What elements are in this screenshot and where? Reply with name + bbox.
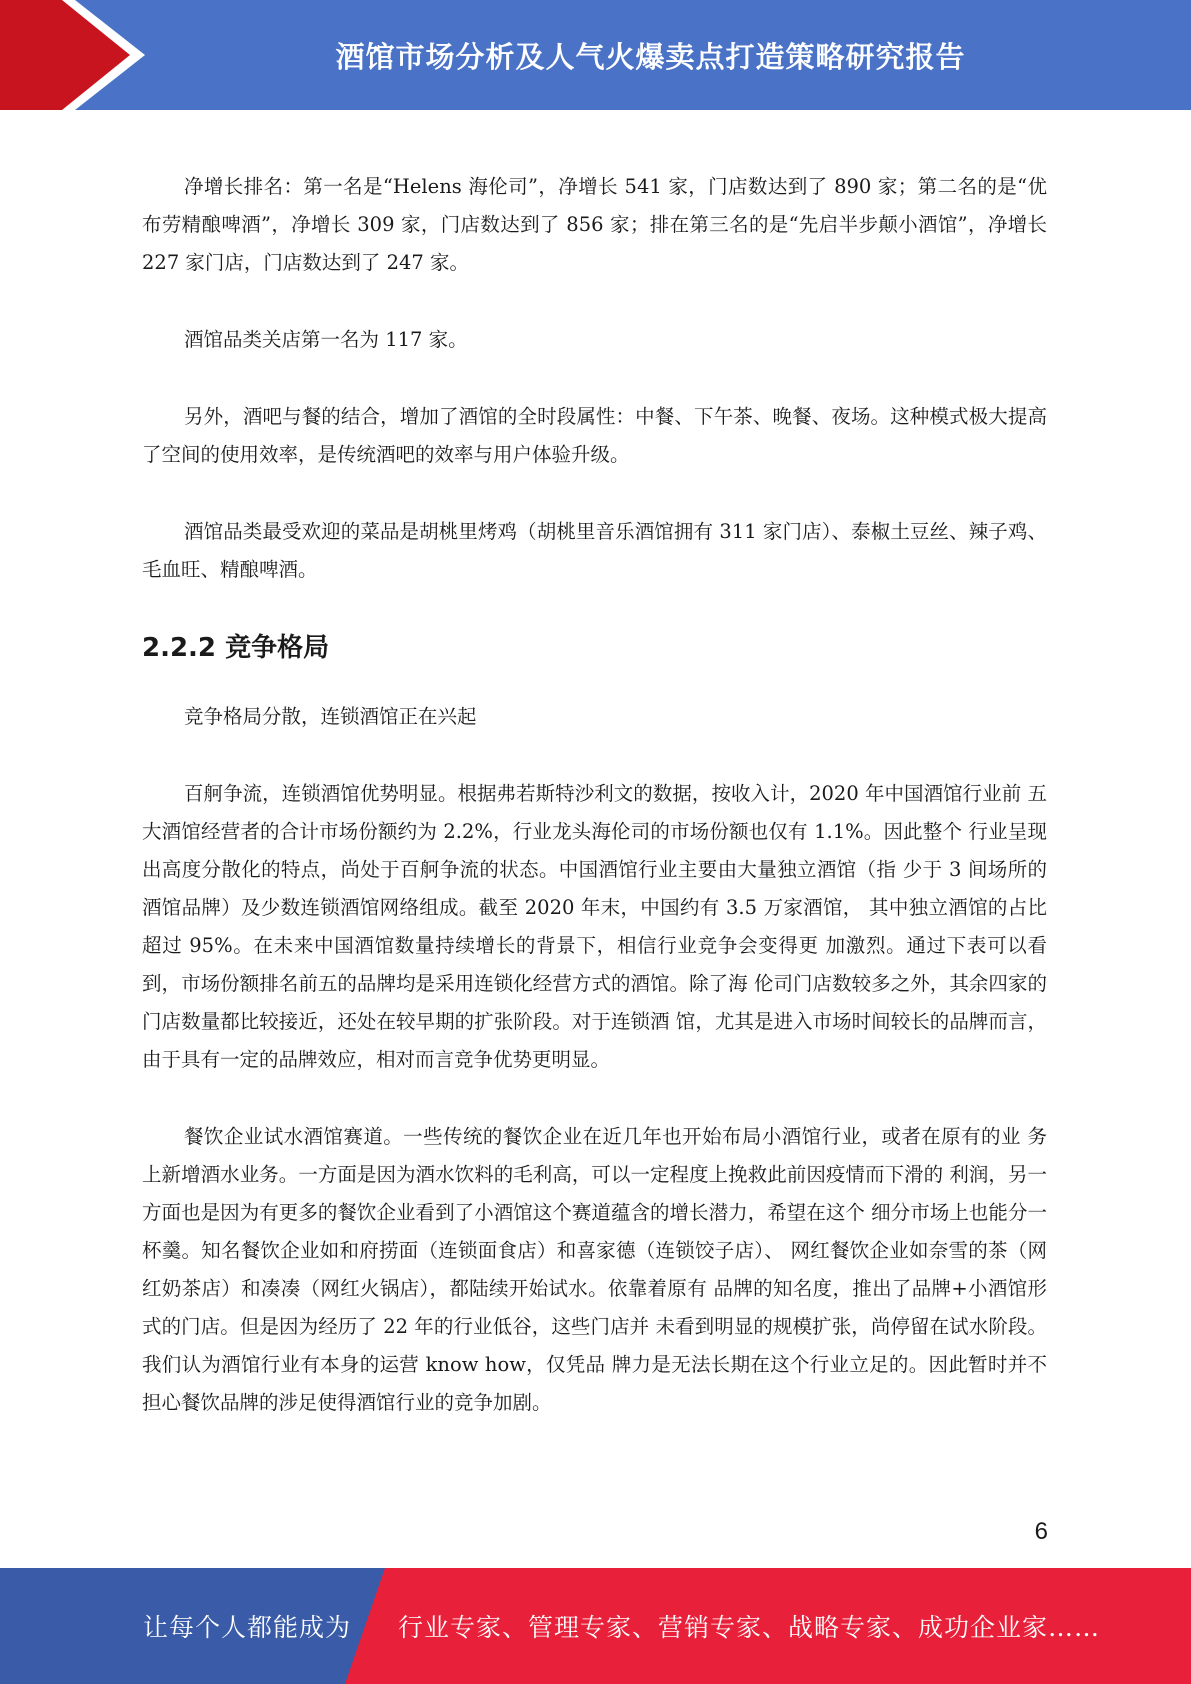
paragraph-all-day: 另外，酒吧与餐的结合，增加了酒馆的全时段属性：中餐、下午茶、晚餐、夜场。这种模式极大提高了空间的使用效率，是传统酒吧的效率与用户体验升级。 [142, 405, 1047, 466]
section-heading: 2.2.2 竞争格局 [142, 633, 330, 663]
page-number: 6 [1034, 1518, 1048, 1545]
footer-slogan: 让每个人都能成为 [143, 1613, 352, 1642]
page-header [0, 0, 1191, 110]
paragraph-closures: 酒馆品类关店第一名为 117 家。 [184, 328, 468, 351]
paragraph-restaurant-entry: 餐饮企业试水酒馆赛道。一些传统的餐饮企业在近几年也开始布局小酒馆行业，或者在原有的业 务上新增酒水业务。一方面是因为酒水饮料的毛利高，可以一定程度上挽救此前因疫情而下滑的 利润，另一方面也是因为有更多的餐饮企业看到了小酒馆这个赛道蕴含的增长潜力，希望在这个 细分市场上也能分一杯羹。知名餐饮企业如和府捞面（连锁面食店）和喜家德（连锁饺子店）、 网红餐饮企业如奈雪的茶（网红奶茶店）和凑凑（网红火锅店），都陆续开始试水。依靠着原有 品牌的知名度，推出了品牌+小酒馆形式的门店。但是因为经历了 22 年的行业低谷，这些门店并 未看到明显的规模扩张，尚停留在试水阶段。我们认为酒馆行业有本身的运营 know how，仅凭品 牌力是无法长期在这个行业立足的。因此暂时并不担心餐饮品牌的涉足使得酒馆行业的竞争加剧。 [142, 1125, 1047, 1414]
footer-expert-list: 行业专家、管理专家、营销专家、战略专家、成功企业家…… [398, 1613, 1101, 1642]
paragraph-subtitle: 竞争格局分散，连锁酒馆正在兴起 [184, 705, 477, 728]
paragraph-competition: 百舸争流，连锁酒馆优势明显。根据弗若斯特沙利文的数据，按收入计，2020 年中国酒馆行业前 五大酒馆经营者的合计市场份额约为 2.2%，行业龙头海伦司的市场份额也仅有 1.1%。因此整个 行业呈现出高度分散化的特点，尚处于百舸争流的状态。中国酒馆行业主要由大量独立酒馆（指 少于 3 间场所的酒馆品牌）及少数连锁酒馆网络组成。截至 2020 年末，中国约有 3.5 万家酒馆， 其中独立酒馆的占比超过 95%。在未来中国酒馆数量持续增长的背景下，相信行业竞争会变得更 加激烈。通过下表可以看到，市场份额排名前五的品牌均是采用连锁化经营方式的酒馆。除了海 伦司门店数较多之外，其余四家的门店数量都比较接近，还处在较早期的扩张阶段。对于连锁酒 馆，尤其是进入市场时间较长的品牌而言，由于具有一定的品牌效应，相对而言竞争优势更明显。 [142, 782, 1047, 1071]
header-arrow-icon [0, 0, 160, 110]
main-content [142, 168, 1047, 1461]
paragraph-popular-dishes: 酒馆品类最受欢迎的菜品是胡桃里烤鸡（胡桃里音乐酒馆拥有 311 家门店）、泰椒土豆丝、辣子鸡、毛血旺、精酿啤酒。 [142, 520, 1047, 581]
page-footer [0, 1568, 1191, 1684]
report-title: 酒馆市场分析及人气火爆卖点打造策略研究报告 [335, 39, 966, 74]
paragraph-net-growth: 净增长排名：第一名是“Helens 海伦司”，净增长 541 家，门店数达到了 890 家；第二名的是“优布劳精酿啤酒”，净增长 309 家，门店数达到了 856 家；排在第三名的是“先启半步颠小酒馆”，净增长 227 家门店，门店数达到了 247 家。 [142, 175, 1047, 274]
